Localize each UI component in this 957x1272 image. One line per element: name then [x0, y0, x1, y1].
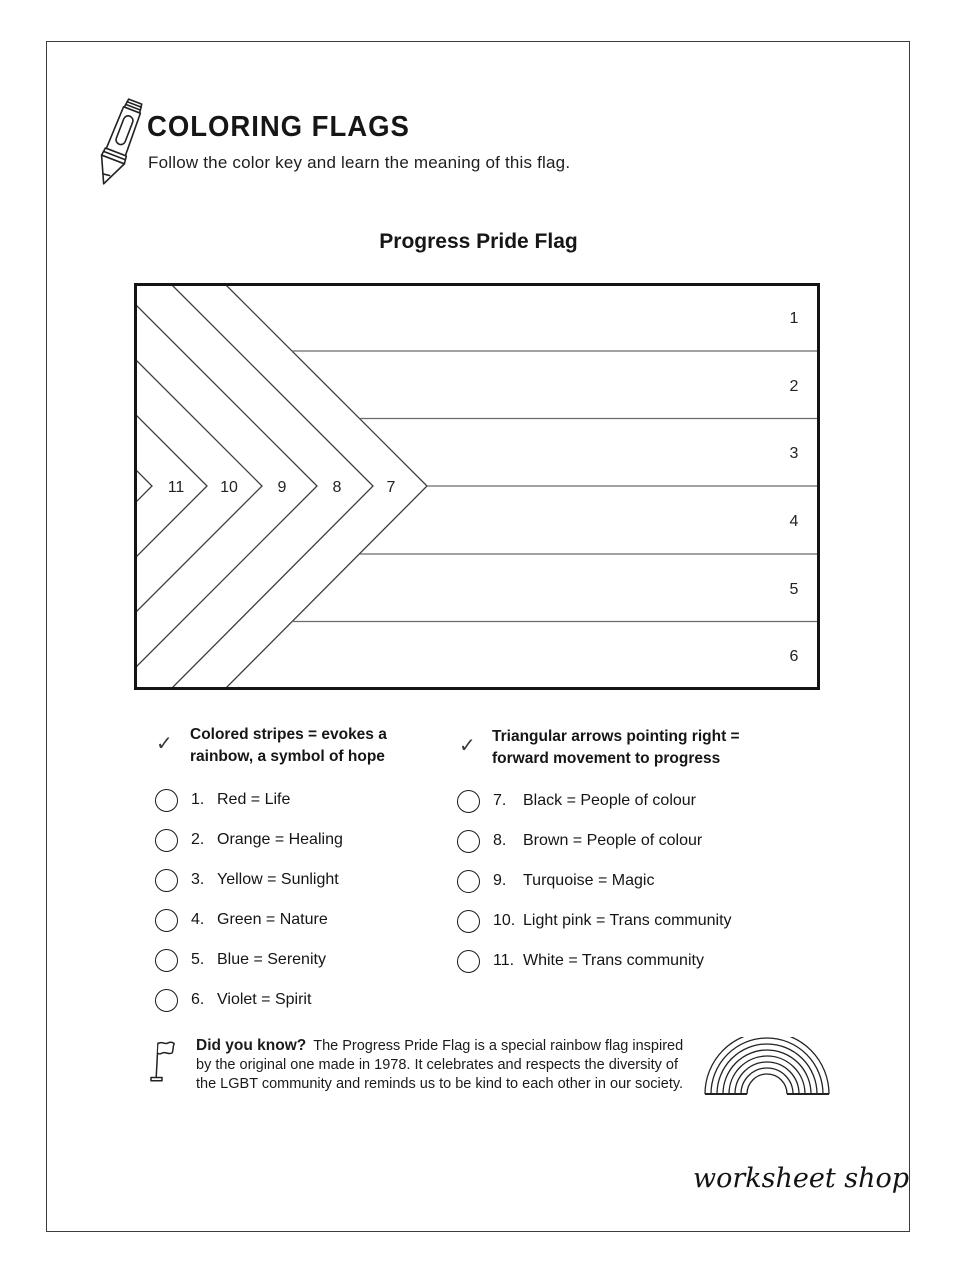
- page-subtitle: Follow the color key and learn the meaning of this flag.: [148, 153, 571, 172]
- item-text: Green = Nature: [217, 911, 328, 928]
- list-item-brown: [457, 829, 702, 853]
- item-text: Light pink = Trans community: [523, 912, 732, 929]
- list-item-green: [155, 908, 328, 932]
- chevron-number-11: 11: [167, 479, 185, 496]
- color-circle-1[interactable]: [155, 789, 178, 812]
- key-header-stripes-line1: Colored stripes = evokes a: [190, 726, 387, 743]
- list-item-violet: [155, 988, 311, 1012]
- crayon-icon: [95, 94, 145, 194]
- item-text: Yellow = Sunlight: [217, 871, 339, 888]
- color-circle-3[interactable]: [155, 869, 178, 892]
- list-item-orange: [155, 828, 343, 852]
- did-you-know-line3: the LGBT community and reminds us to be kind to each other in our society.: [196, 1076, 684, 1092]
- list-item-black: [457, 789, 696, 813]
- item-text: Red = Life: [217, 791, 291, 808]
- color-circle-6[interactable]: [155, 989, 178, 1012]
- chevron-number-10: 10: [220, 479, 238, 496]
- chevron-number-8: 8: [332, 479, 342, 496]
- item-number: 7.: [493, 792, 507, 809]
- flag-coloring-area[interactable]: [134, 283, 820, 690]
- item-text: White = Trans community: [523, 952, 704, 969]
- stripe-number-1: 1: [789, 310, 799, 327]
- item-number: 10.: [493, 912, 516, 929]
- item-text: Violet = Spirit: [217, 991, 312, 1008]
- color-circle-8[interactable]: [457, 830, 480, 853]
- did-you-know-label: Did you know?: [196, 1037, 307, 1054]
- item-number: 11.: [493, 952, 515, 969]
- item-text: Orange = Healing: [217, 831, 343, 848]
- color-circle-9[interactable]: [457, 870, 480, 893]
- color-circle-10[interactable]: [457, 910, 480, 933]
- list-item-turquoise: [457, 869, 654, 893]
- flag-name-title: Progress Pride Flag: [379, 230, 578, 253]
- stripe-number-2: 2: [789, 378, 799, 395]
- item-text: Black = People of colour: [523, 792, 696, 809]
- item-number: 1.: [191, 791, 205, 808]
- brand-signature: worksheet shop: [693, 1163, 910, 1194]
- list-item-lightpink: [457, 909, 732, 933]
- did-you-know-line2: by the original one made in 1978. It celebrates and respects the diversity of: [196, 1057, 679, 1073]
- checkmark-icon: ✓: [156, 733, 173, 755]
- color-circle-4[interactable]: [155, 909, 178, 932]
- item-number: 5.: [191, 951, 205, 968]
- item-number: 4.: [191, 911, 205, 928]
- key-header-stripes: [190, 724, 387, 768]
- key-header-arrows-line2: forward movement to progress: [492, 750, 721, 767]
- item-number: 9.: [493, 872, 507, 889]
- item-number: 3.: [191, 871, 205, 888]
- color-circle-5[interactable]: [155, 949, 178, 972]
- stripe-number-4: 4: [789, 513, 799, 530]
- flag-outline-drawing: [134, 283, 820, 690]
- stripe-number-6: 6: [789, 648, 799, 665]
- list-item-yellow: [155, 868, 339, 892]
- flag-on-pole-icon: [149, 1039, 177, 1085]
- page-title: COLORING FLAGS: [147, 111, 410, 143]
- chevron-number-9: 9: [277, 479, 287, 496]
- item-number: 8.: [493, 832, 507, 849]
- item-text: Brown = People of colour: [523, 832, 703, 849]
- stripe-number-3: 3: [789, 445, 799, 462]
- chevron-number-7: 7: [386, 479, 396, 496]
- stripe-number-5: 5: [789, 581, 799, 598]
- key-header-arrows-line1: Triangular arrows pointing right =: [492, 728, 740, 745]
- key-header-arrows: [492, 726, 740, 770]
- color-circle-7[interactable]: [457, 790, 480, 813]
- color-circle-2[interactable]: [155, 829, 178, 852]
- did-you-know-line1: Did you know? The Progress Pride Flag is a special rainbow flag inspired: [196, 1037, 684, 1054]
- list-item-white: [457, 949, 704, 973]
- item-text: Blue = Serenity: [217, 951, 326, 968]
- checkmark-icon: ✓: [459, 735, 476, 757]
- key-header-stripes-line2: rainbow, a symbol of hope: [190, 748, 385, 765]
- item-number: 2.: [191, 831, 205, 848]
- item-text: Turquoise = Magic: [523, 872, 655, 889]
- did-you-know-note: [196, 1036, 684, 1094]
- color-circle-11[interactable]: [457, 950, 480, 973]
- list-item-blue: [155, 948, 326, 972]
- list-item-red: [155, 788, 290, 812]
- rainbow-icon: [702, 1037, 832, 1098]
- item-number: 6.: [191, 991, 205, 1008]
